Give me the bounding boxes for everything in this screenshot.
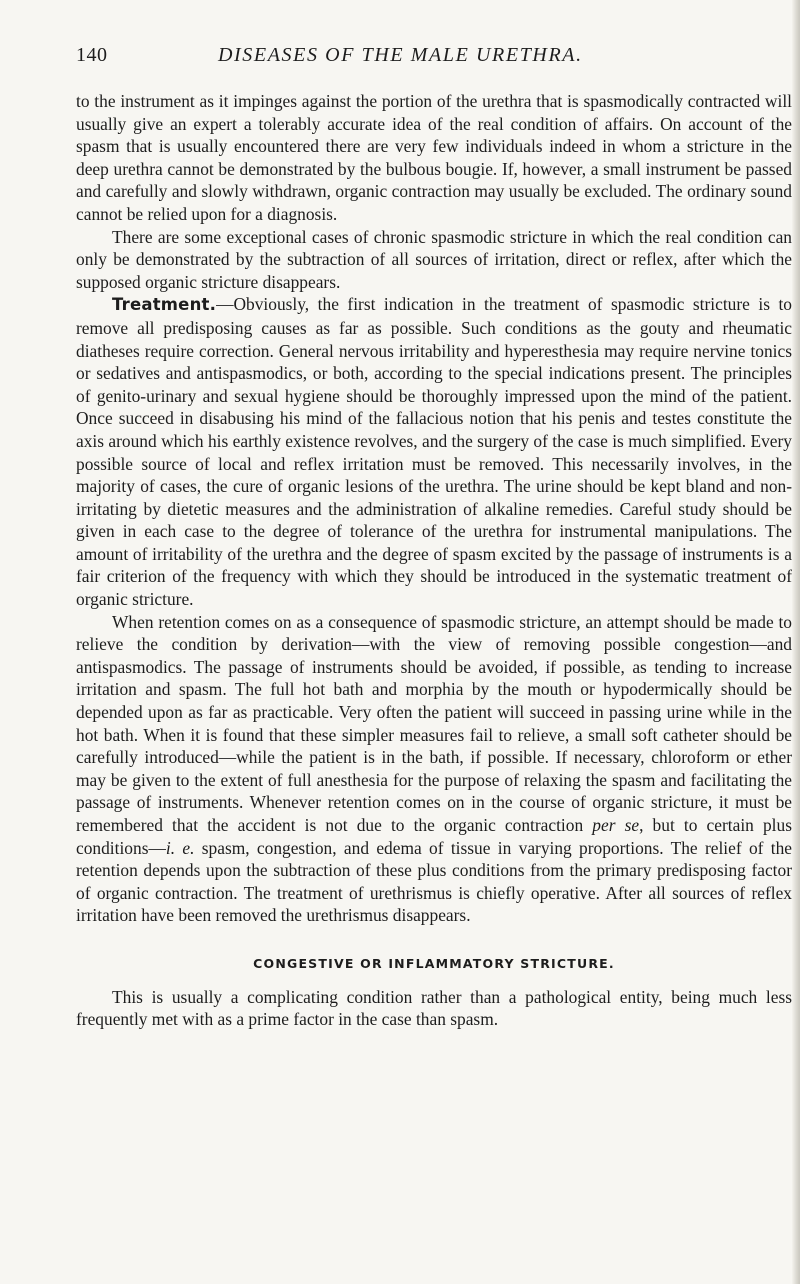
paragraph-text: spasm, congestion, and edema of tissue in varying proportions. The relief of the retention depends upon the subtraction of these plus conditions from the primary predisposing factor of organic contraction. The treatment of urethrismus is chiefly operative. After all sources of reflex irritation have been removed the urethrismus disappears. (76, 837, 793, 926)
page-header (76, 44, 732, 72)
page-number: 140 (76, 44, 108, 66)
treatment-heading: Treatment. (112, 295, 217, 315)
paragraph-continuation (76, 90, 792, 226)
paragraph-congestive (76, 986, 792, 1031)
paragraph-text: —Obviously, the first indication in the treatment of spasmodic stricture is to remove all predisposing causes as far as possible. Such conditions as the gouty and rheumatic diatheses require correction. General nervous irritability and hyperesthesia may require nervine tonics or sedatives and antispasmodics, or both, according to the special indications present. The principles of genito-urinary and sexual hygiene should be thoroughly impressed upon the mind of the patient. Once succeed in disabusing his mind of the fallacious notion that his penis and testes constitute the axis around which his earthly existence revolves, and the surgery of the case is much simplified. Every possible source of local and reflex irritation must be removed. This necessarily involves, in the majority of cases, the cure of organic lesions of the urethra. The urine should be kept bland and non-irritating by dietetic measures and the administration of alkaline remedies. Careful study should be given in each case to the degree of tolerance of the urethra for instrumental manipulations. The amount of irritability of the urethra and the degree of spasm excited by the passage of instruments is a fair criterion of the frequency with which they should be introduced in the systematic treatment of organic stricture. (76, 294, 792, 610)
body-text (76, 90, 792, 1031)
paragraph-text: When retention comes on as a consequence of spasmodic stricture, an attempt should be made to relieve the condition by derivation—with the view of removing possible congestion—and antispasmodics. The passage of instruments should be avoided, if possible, as tending to increase irritation and spasm. The full hot bath and morphia by the mouth or hypodermically should be depended upon as far as practicable. Very often the patient will succeed in passing urine while in the hot bath. When it is found that these simpler measures fail to relieve, a small soft catheter should be carefully introduced—while the patient is in the bath, if possible. If necessary, chloroform or ether may be given to the extent of full anesthesia for the purpose of relaxing the spasm and facilitating the passage of instruments. Whenever retention comes on in the course of organic stricture, it must be remembered that the accident is not due to the organic contraction (76, 611, 792, 835)
paragraph-treatment (76, 293, 792, 610)
paragraph-text: to the instrument as it impinges against the portion of the urethra that is spasmodically contracted will usually give an expert a tolerably accurate idea of the real condition of affairs. On account of the spasm that is usually encountered there are very few individuals indeed in whom a stricture in the deep urethra cannot be demonstrated by the bulbous bougie. If, however, a small instrument be passed and carefully and slowly withdrawn, organic contraction may usually be excluded. The ordinary sound cannot be relied upon for a diagnosis. (76, 91, 792, 224)
paragraph-text: , but to certain plus conditions— (76, 815, 792, 858)
section-heading: CONGESTIVE OR INFLAMMATORY STRICTURE. (253, 955, 615, 971)
paragraph-exceptional-cases (76, 226, 792, 294)
running-title: DISEASES OF THE MALE URETHRA. (218, 44, 583, 66)
paragraph-text: This is usually a complicating condition rather than a pathological entity, being much less frequently met with as a prime factor in the case than spasm. (76, 986, 792, 1030)
italic-phrase: per se (592, 815, 640, 835)
paragraph-retention (76, 611, 792, 927)
paragraph-text: There are some exceptional cases of chronic spasmodic stricture in which the real condition can only be demonstrated by the subtraction of all sources of irritation, direct or reflex, after which the supposed organic stricture disappears. (76, 226, 792, 292)
italic-phrase: i. e. (165, 837, 195, 858)
page-edge-shadow (792, 0, 800, 1284)
